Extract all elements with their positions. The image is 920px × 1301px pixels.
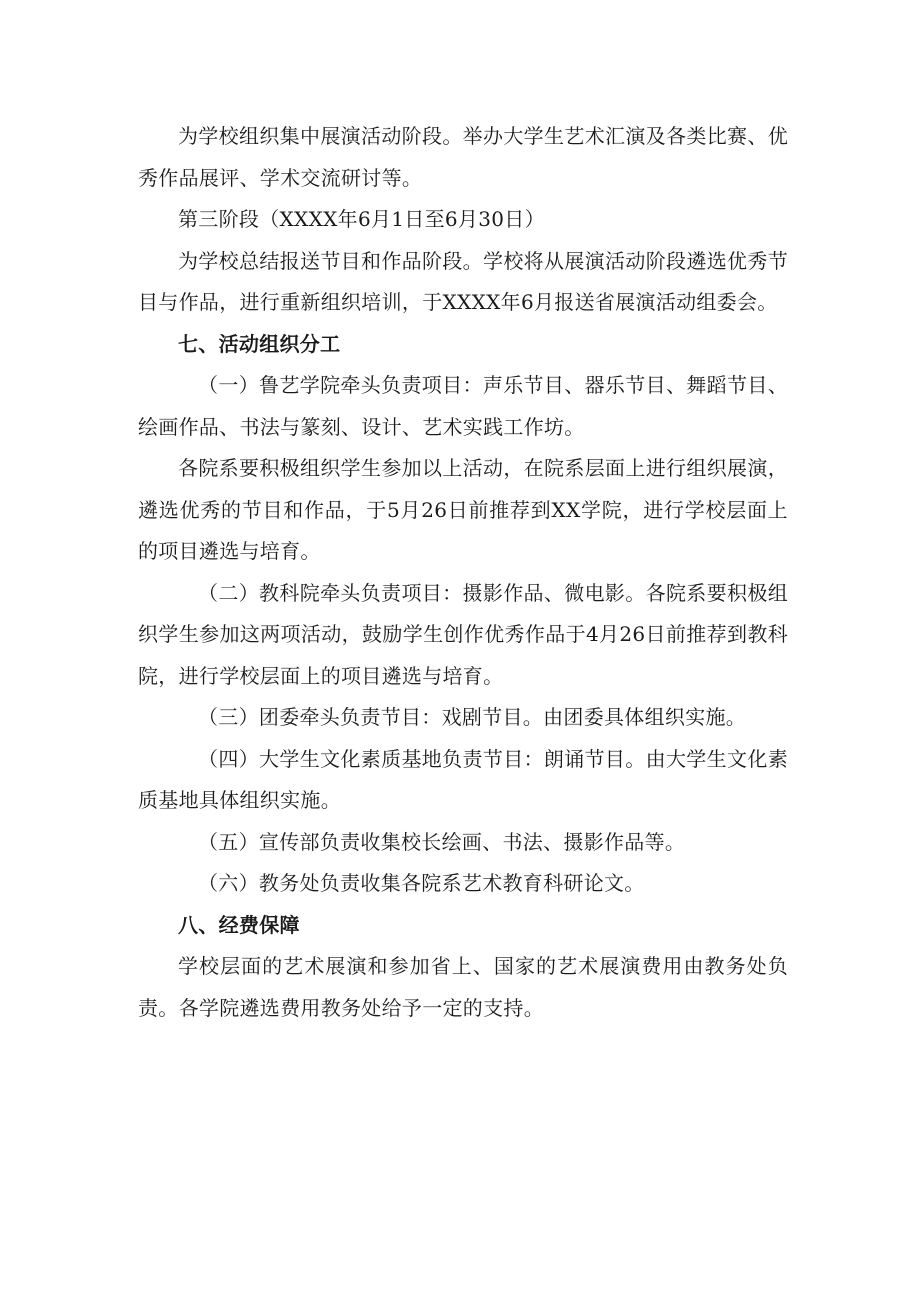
paragraph-item-5: （五）宣传部负责收集校长绘画、书法、摄影作品等。: [198, 829, 686, 854]
paragraph-item-2: （二）教科院牵头负责项目：摄影作品、微电影。各院系要积极组织学生参加这两项活动，鼓励学生创作优秀作品于4月26日前推荐到教科院，进行学校层面上的项目遴选与培育。: [138, 580, 788, 688]
paragraph-stage-three-description: 为学校总结报送节目和作品阶段。学校将从展演活动阶段遴选优秀节目与作品，进行重新组织培训，于XXXX年6月报送省展演活动组委会。: [138, 248, 788, 314]
paragraph-item-6: （六）教务处负责收集各院系艺术教育科研论文。: [198, 871, 645, 895]
paragraph-item-4: （四）大学生文化素质基地负责节目：朗诵节目。由大学生文化素质基地具体组织实施。: [138, 746, 788, 812]
document-body: [138, 116, 788, 1029]
paragraph-stage-two-description: 为学校组织集中展演活动阶段。举办大学生艺术汇演及各类比赛、优秀作品展评、学术交流研讨等。: [138, 124, 788, 190]
paragraph-stage-three-title: 第三阶段（XXXX年6月1日至6月30日）: [178, 207, 545, 231]
section-heading-funding: 八、经费保障: [178, 912, 300, 937]
paragraph-item-1: （一）鲁艺学院牵头负责项目：声乐节目、器乐节目、舞蹈节目、绘画作品、书法与篆刻、设计、艺术实践工作坊。: [138, 373, 788, 439]
paragraph-funding-detail: 学校层面的艺术展演和参加省上、国家的艺术展演费用由教务处负责。各学院遴选费用教务处给予一定的支持。: [138, 954, 788, 1020]
paragraph-item-1-detail: 各院系要积极组织学生参加以上活动，在院系层面上进行组织展演，遴选优秀的节目和作品，于5月26日前推荐到XX学院，进行学校层面上的项目遴选与培育。: [138, 456, 788, 563]
paragraph-item-3: （三）团委牵头负责节目：戏剧节目。由团委具体组织实施。: [198, 705, 747, 729]
section-heading-division-of-work: 七、活动组织分工: [178, 331, 341, 356]
